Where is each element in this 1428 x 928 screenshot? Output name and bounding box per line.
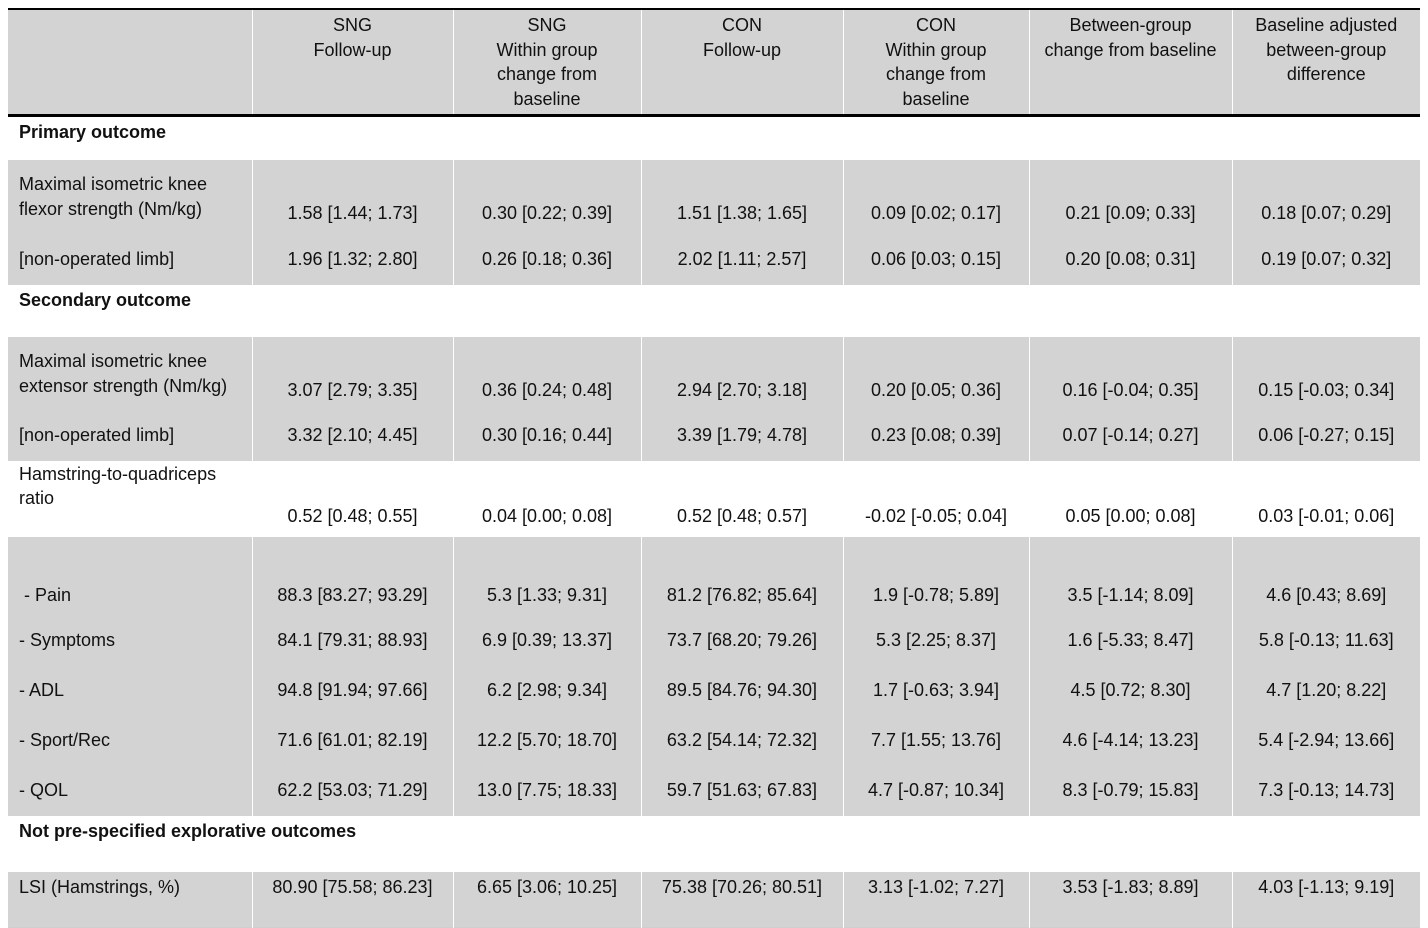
cell-value: -0.02 [-0.05; 0.04] [843,461,1029,537]
cell-value: 0.05 [0.00; 0.08] [1029,461,1232,537]
cell-value: 0.20 [0.08; 0.31] [1029,234,1232,285]
row-label: - QOL [19,780,69,801]
table-row [8,461,1420,537]
cell-value: 80.90 [75.58; 86.23] [252,872,453,928]
row-label: Maximal isometric knee flexor strength (Nm/kg) [19,173,208,219]
row-label: [non-operated limb] [19,425,175,446]
cell-value: 1.6 [-5.33; 8.47] [1029,616,1232,666]
cell-value: 1.51 [1.38; 1.65] [641,160,843,234]
cell-value: 5.4 [-2.94; 13.66] [1232,716,1420,766]
cell-value: 6.9 [0.39; 13.37] [453,616,641,666]
cell-value: 0.18 [0.07; 0.29] [1232,160,1420,234]
header-sng-followup: SNG Follow-up [252,9,453,116]
cell-value: 0.20 [0.05; 0.36] [843,337,1029,411]
table-row [8,766,1420,816]
cell-value: 5.3 [2.25; 8.37] [843,616,1029,666]
table-row [8,537,1420,616]
row-label: - ADL [19,680,65,701]
cell-value: 0.07 [-0.14; 0.27] [1029,411,1232,461]
row-label: LSI (Hamstrings, %) [19,876,181,897]
cell-value: 3.07 [2.79; 3.35] [252,337,453,411]
row-label: - Sport/Rec [19,730,111,751]
section-title: Not pre-specified explorative outcomes [19,820,357,841]
table-row [8,716,1420,766]
header-con-change: CON Within group change from baseline [843,9,1029,116]
header-adjusted-difference: Baseline adjusted between-group difference [1232,9,1420,116]
cell-value: 0.06 [0.03; 0.15] [843,234,1029,285]
section-title: Primary outcome [19,122,167,142]
row-label: - Symptoms [19,630,116,651]
cell-value: 94.8 [91.94; 97.66] [252,666,453,716]
cell-value: 4.6 [0.43; 8.69] [1232,537,1420,616]
cell-value: 3.32 [2.10; 4.45] [252,411,453,461]
cell-value: 0.16 [-0.04; 0.35] [1029,337,1232,411]
cell-value: 0.03 [-0.01; 0.06] [1232,461,1420,537]
cell-value: 71.6 [61.01; 82.19] [252,716,453,766]
cell-value: 4.03 [-1.13; 9.19] [1232,872,1420,928]
cell-value: 2.02 [1.11; 2.57] [641,234,843,285]
cell-value: 3.53 [-1.83; 8.89] [1029,872,1232,928]
header-between-group-change: Between-group change from baseline [1029,9,1232,116]
cell-value: 0.23 [0.08; 0.39] [843,411,1029,461]
cell-value: 0.26 [0.18; 0.36] [453,234,641,285]
cell-value: 0.04 [0.00; 0.08] [453,461,641,537]
row-label: Hamstring-to-quadriceps ratio [19,463,217,509]
cell-value: 73.7 [68.20; 79.26] [641,616,843,666]
cell-value: 0.21 [0.09; 0.33] [1029,160,1232,234]
cell-value: 1.58 [1.44; 1.73] [252,160,453,234]
cell-value: 1.96 [1.32; 2.80] [252,234,453,285]
cell-value: 62.2 [53.03; 71.29] [252,766,453,816]
cell-value: 84.1 [79.31; 88.93] [252,616,453,666]
cell-value: 13.0 [7.75; 18.33] [453,766,641,816]
cell-value: 5.8 [-0.13; 11.63] [1232,616,1420,666]
cell-value: 0.09 [0.02; 0.17] [843,160,1029,234]
cell-value: 75.38 [70.26; 80.51] [641,872,843,928]
cell-value: 2.94 [2.70; 3.18] [641,337,843,411]
header-sng-change: SNG Within group change from baseline [453,9,641,116]
cell-value: 0.52 [0.48; 0.55] [252,461,453,537]
header-row [8,9,1420,116]
cell-value: 12.2 [5.70; 18.70] [453,716,641,766]
section-row-secondary [8,285,1420,337]
cell-value: 8.3 [-0.79; 15.83] [1029,766,1232,816]
cell-value: 0.36 [0.24; 0.48] [453,337,641,411]
cell-value: 3.13 [-1.02; 7.27] [843,872,1029,928]
cell-value: 59.7 [51.63; 67.83] [641,766,843,816]
row-label: [non-operated limb] [19,248,175,269]
cell-value: 4.7 [1.20; 8.22] [1232,666,1420,716]
cell-value: 6.65 [3.06; 10.25] [453,872,641,928]
cell-value: 1.7 [-0.63; 3.94] [843,666,1029,716]
cell-value: 7.7 [1.55; 13.76] [843,716,1029,766]
cell-value: 89.5 [84.76; 94.30] [641,666,843,716]
row-label: - Pain [19,584,72,605]
cell-value: 5.3 [1.33; 9.31] [453,537,641,616]
cell-value: 0.30 [0.22; 0.39] [453,160,641,234]
section-title: Secondary outcome [19,289,192,310]
cell-value: 0.15 [-0.03; 0.34] [1232,337,1420,411]
table-row [8,666,1420,716]
header-con-followup: CON Follow-up [641,9,843,116]
results-table [8,8,1420,928]
cell-value: 3.5 [-1.14; 8.09] [1029,537,1232,616]
cell-value: 4.6 [-4.14; 13.23] [1029,716,1232,766]
section-row-primary [8,116,1420,160]
cell-value: 7.3 [-0.13; 14.73] [1232,766,1420,816]
cell-value: 81.2 [76.82; 85.64] [641,537,843,616]
cell-value: 0.30 [0.16; 0.44] [453,411,641,461]
table-row [8,872,1420,928]
table-row [8,411,1420,461]
row-label: Maximal isometric knee extensor strength (Nm/kg) [19,350,228,396]
cell-value: 0.06 [-0.27; 0.15] [1232,411,1420,461]
header-cell-empty [8,9,252,116]
table-row [8,234,1420,285]
section-row-explorative [8,816,1420,872]
cell-value: 4.7 [-0.87; 10.34] [843,766,1029,816]
table-row [8,160,1420,234]
cell-value: 0.52 [0.48; 0.57] [641,461,843,537]
cell-value: 63.2 [54.14; 72.32] [641,716,843,766]
cell-value: 4.5 [0.72; 8.30] [1029,666,1232,716]
cell-value: 6.2 [2.98; 9.34] [453,666,641,716]
table-row [8,337,1420,411]
table-row [8,616,1420,666]
cell-value: 0.19 [0.07; 0.32] [1232,234,1420,285]
cell-value: 1.9 [-0.78; 5.89] [843,537,1029,616]
cell-value: 88.3 [83.27; 93.29] [252,537,453,616]
cell-value: 3.39 [1.79; 4.78] [641,411,843,461]
